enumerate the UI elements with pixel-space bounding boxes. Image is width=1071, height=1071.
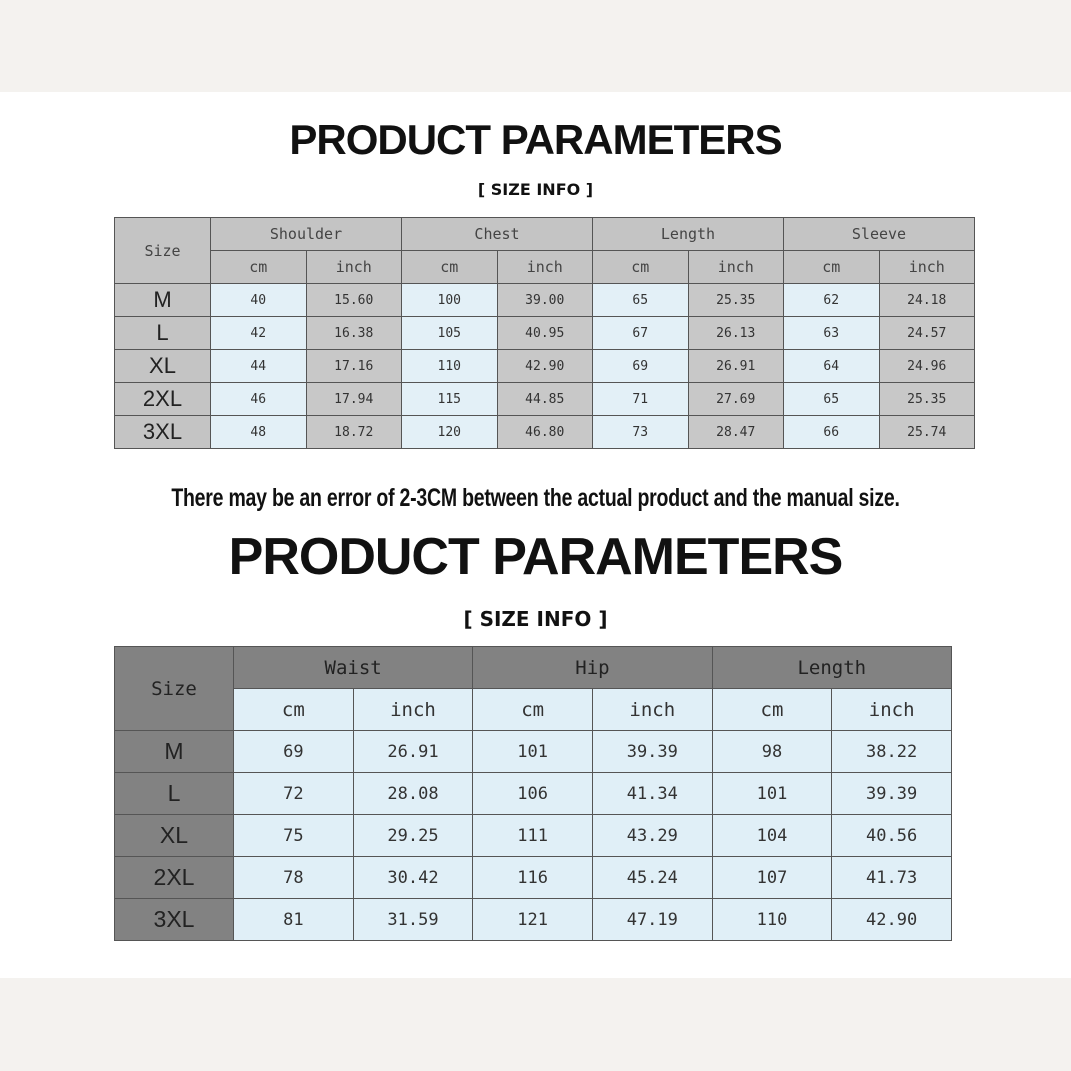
table-row xyxy=(115,317,975,350)
value-cell: 31.59 xyxy=(353,899,473,941)
value-cell: 81 xyxy=(234,899,354,941)
table-row xyxy=(115,731,952,773)
value-cell: 28.47 xyxy=(688,416,784,449)
value-cell: 69 xyxy=(593,350,689,383)
size-cell: XL xyxy=(115,815,234,857)
bottom-size-table xyxy=(114,646,952,941)
value-cell: 110 xyxy=(402,350,498,383)
size-cell: 2XL xyxy=(115,383,211,416)
value-cell: 45.24 xyxy=(592,857,712,899)
value-cell: 24.96 xyxy=(879,350,975,383)
value-cell: 40.56 xyxy=(832,815,952,857)
unit-header: cm xyxy=(234,689,354,731)
group-header: Length xyxy=(712,647,951,689)
size-cell: L xyxy=(115,317,211,350)
table-row xyxy=(115,350,975,383)
header-row-units xyxy=(115,689,952,731)
size-cell: L xyxy=(115,773,234,815)
top-size-table xyxy=(114,217,975,449)
value-cell: 47.19 xyxy=(592,899,712,941)
group-header: Waist xyxy=(234,647,473,689)
unit-header: inch xyxy=(497,251,593,284)
unit-header: cm xyxy=(211,251,307,284)
value-cell: 78 xyxy=(234,857,354,899)
table-row xyxy=(115,815,952,857)
size-column-header: Size xyxy=(115,647,234,731)
value-cell: 46 xyxy=(211,383,307,416)
value-cell: 115 xyxy=(402,383,498,416)
unit-header: inch xyxy=(353,689,473,731)
value-cell: 26.13 xyxy=(688,317,784,350)
value-cell: 42.90 xyxy=(832,899,952,941)
unit-header: inch xyxy=(832,689,952,731)
value-cell: 106 xyxy=(473,773,593,815)
value-cell: 105 xyxy=(402,317,498,350)
size-cell: 2XL xyxy=(115,857,234,899)
value-cell: 44.85 xyxy=(497,383,593,416)
value-cell: 101 xyxy=(473,731,593,773)
value-cell: 25.74 xyxy=(879,416,975,449)
size-cell: 3XL xyxy=(115,899,234,941)
value-cell: 98 xyxy=(712,731,832,773)
value-cell: 100 xyxy=(402,284,498,317)
value-cell: 15.60 xyxy=(306,284,402,317)
value-cell: 25.35 xyxy=(688,284,784,317)
value-cell: 29.25 xyxy=(353,815,473,857)
value-cell: 67 xyxy=(593,317,689,350)
value-cell: 42.90 xyxy=(497,350,593,383)
unit-header: cm xyxy=(712,689,832,731)
value-cell: 30.42 xyxy=(353,857,473,899)
value-cell: 41.73 xyxy=(832,857,952,899)
unit-header: cm xyxy=(473,689,593,731)
size-column-header: Size xyxy=(115,218,211,284)
value-cell: 120 xyxy=(402,416,498,449)
value-cell: 104 xyxy=(712,815,832,857)
value-cell: 111 xyxy=(473,815,593,857)
unit-header: cm xyxy=(784,251,880,284)
value-cell: 25.35 xyxy=(879,383,975,416)
top-title: PRODUCT PARAMETERS xyxy=(289,116,782,163)
value-cell: 28.08 xyxy=(353,773,473,815)
bottom-subtitle: [ SIZE INFO ] xyxy=(463,607,608,631)
value-cell: 73 xyxy=(593,416,689,449)
value-cell: 66 xyxy=(784,416,880,449)
group-header: Length xyxy=(593,218,784,251)
unit-header: cm xyxy=(402,251,498,284)
value-cell: 48 xyxy=(211,416,307,449)
size-chart-canvas xyxy=(0,92,1071,978)
header-row-units xyxy=(115,251,975,284)
value-cell: 69 xyxy=(234,731,354,773)
group-header: Hip xyxy=(473,647,712,689)
value-cell: 17.94 xyxy=(306,383,402,416)
size-error-note: There may be an error of 2-3CM between the actual product and the manual size. xyxy=(171,484,900,512)
group-header: Shoulder xyxy=(211,218,402,251)
value-cell: 39.39 xyxy=(592,731,712,773)
header-row-groups xyxy=(115,218,975,251)
value-cell: 39.00 xyxy=(497,284,593,317)
group-header: Sleeve xyxy=(784,218,975,251)
table-row xyxy=(115,383,975,416)
header-row-groups xyxy=(115,647,952,689)
value-cell: 121 xyxy=(473,899,593,941)
value-cell: 71 xyxy=(593,383,689,416)
value-cell: 64 xyxy=(784,350,880,383)
value-cell: 38.22 xyxy=(832,731,952,773)
value-cell: 63 xyxy=(784,317,880,350)
unit-header: inch xyxy=(688,251,784,284)
value-cell: 16.38 xyxy=(306,317,402,350)
size-cell: 3XL xyxy=(115,416,211,449)
table-row xyxy=(115,773,952,815)
size-cell: XL xyxy=(115,350,211,383)
value-cell: 43.29 xyxy=(592,815,712,857)
value-cell: 24.57 xyxy=(879,317,975,350)
value-cell: 40 xyxy=(211,284,307,317)
value-cell: 62 xyxy=(784,284,880,317)
top-subtitle: [ SIZE INFO ] xyxy=(477,180,594,199)
size-cell: M xyxy=(115,731,234,773)
value-cell: 40.95 xyxy=(497,317,593,350)
value-cell: 101 xyxy=(712,773,832,815)
value-cell: 17.16 xyxy=(306,350,402,383)
bottom-title: PRODUCT PARAMETERS xyxy=(228,528,843,586)
unit-header: inch xyxy=(879,251,975,284)
value-cell: 65 xyxy=(784,383,880,416)
value-cell: 72 xyxy=(234,773,354,815)
value-cell: 110 xyxy=(712,899,832,941)
value-cell: 42 xyxy=(211,317,307,350)
value-cell: 75 xyxy=(234,815,354,857)
value-cell: 107 xyxy=(712,857,832,899)
table-row xyxy=(115,857,952,899)
value-cell: 46.80 xyxy=(497,416,593,449)
value-cell: 18.72 xyxy=(306,416,402,449)
value-cell: 26.91 xyxy=(353,731,473,773)
unit-header: inch xyxy=(592,689,712,731)
value-cell: 39.39 xyxy=(832,773,952,815)
value-cell: 27.69 xyxy=(688,383,784,416)
size-cell: M xyxy=(115,284,211,317)
table-row xyxy=(115,284,975,317)
value-cell: 41.34 xyxy=(592,773,712,815)
value-cell: 65 xyxy=(593,284,689,317)
value-cell: 26.91 xyxy=(688,350,784,383)
unit-header: inch xyxy=(306,251,402,284)
group-header: Chest xyxy=(402,218,593,251)
table-row xyxy=(115,416,975,449)
unit-header: cm xyxy=(593,251,689,284)
value-cell: 24.18 xyxy=(879,284,975,317)
value-cell: 116 xyxy=(473,857,593,899)
value-cell: 44 xyxy=(211,350,307,383)
table-row xyxy=(115,899,952,941)
